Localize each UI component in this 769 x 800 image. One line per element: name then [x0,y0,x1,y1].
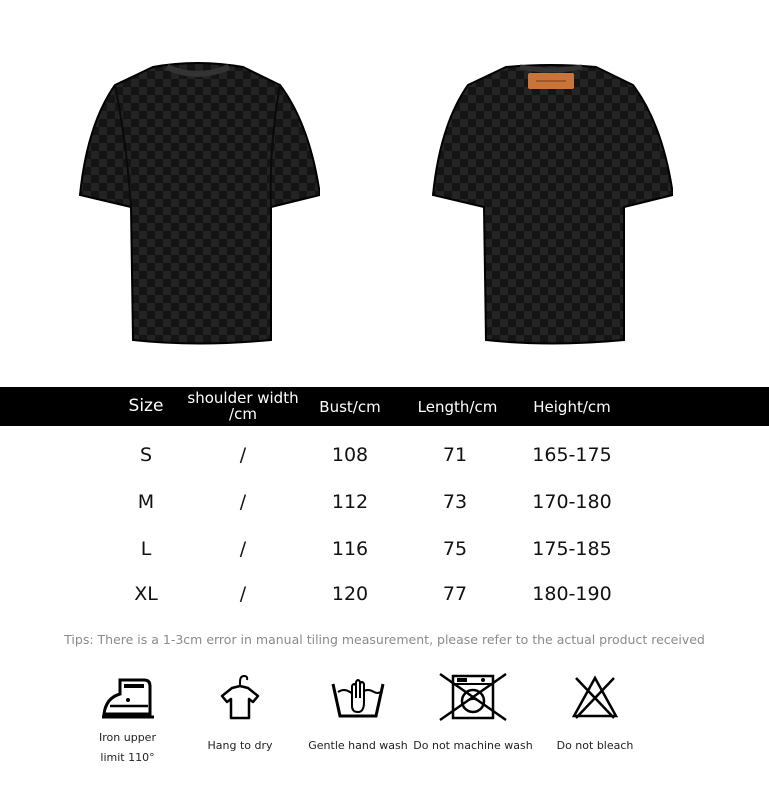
no-machine-wash-icon [438,672,508,722]
table-row [0,538,769,568]
shoulder-cell: / [239,538,247,560]
header-length: Length/cm [417,398,498,416]
measurement-tips: Tips: There is a 1-3cm error in manual tiling measurement, please refer to the actual product received [64,632,705,647]
height-cell: 180-190 [532,583,612,605]
length-cell: 77 [442,583,468,605]
length-cell: 73 [442,491,468,513]
length-cell: 71 [442,444,468,466]
size-cell: XL [134,583,158,605]
front-tshirt-image [75,55,320,345]
hanger-shirt-icon [218,672,262,722]
bust-cell: 116 [331,538,369,560]
size-cell: S [139,444,153,466]
header-shoulder-width: shoulder width /cm [187,389,299,423]
care-hang: Hang to dry [195,672,285,756]
shoulder-cell: / [239,444,247,466]
care-no-machine-wash: Do not machine wash [412,672,534,756]
bust-cell: 112 [331,491,369,513]
header-bust: Bust/cm [319,398,381,416]
shoulder-cell: / [239,491,247,513]
table-row [0,444,769,474]
no-bleach-icon [570,672,620,722]
height-cell: 175-185 [532,538,612,560]
care-no-bleach: Do not bleach [545,672,645,756]
care-hand-wash: Gentle hand wash [303,672,413,756]
size-cell: M [137,491,155,513]
care-iron: Iron upper limit 110° [80,672,175,768]
size-table-header [0,387,769,426]
shoulder-cell: / [239,583,247,605]
table-row [0,583,769,613]
bust-cell: 120 [331,583,369,605]
table-row [0,491,769,521]
iron-icon [98,672,158,722]
size-cell: L [140,538,152,560]
length-cell: 75 [442,538,468,560]
height-cell: 165-175 [532,444,612,466]
bust-cell: 108 [331,444,369,466]
hand-wash-icon [330,672,386,722]
back-tshirt-image [428,55,673,345]
height-cell: 170-180 [532,491,612,513]
header-height: Height/cm [533,398,611,416]
header-size: Size [128,396,164,416]
